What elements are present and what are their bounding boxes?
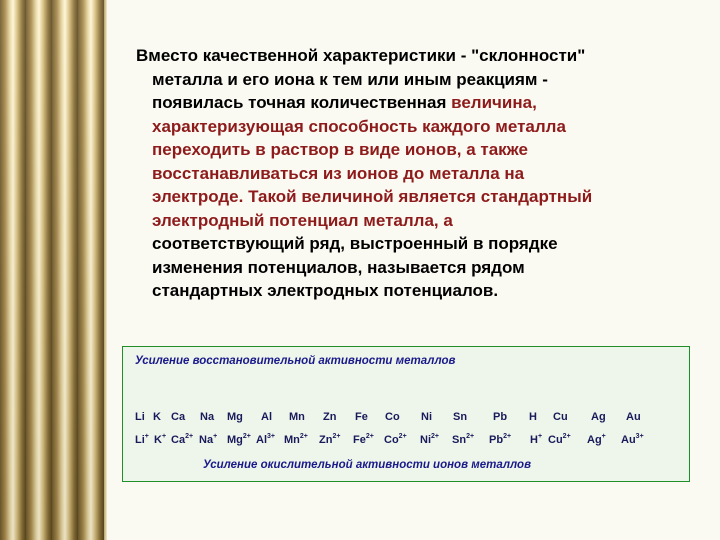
ion-charge: 3+ <box>635 433 644 440</box>
metal-ag: Ag <box>591 411 606 423</box>
paragraph-highlight: переходить в раствор в виде ионов, а также <box>152 140 528 159</box>
paragraph-text: соответствующий ряд, выстроенный в порядке <box>152 234 558 253</box>
ion-charge: + <box>537 433 543 440</box>
metal-sn: Sn <box>453 411 468 423</box>
ion-zn: $Zn^{2+}$ <box>319 433 341 446</box>
ion-mn: $Mn^{2+}$ <box>284 433 308 446</box>
paragraph-text: металла и его иона к тем или иным реакциям - <box>152 69 548 89</box>
paragraph-highlight: восстанавливаться из ионов до металла на <box>152 163 525 183</box>
metal-pb: Pb <box>493 411 508 423</box>
ion-charge: 3+ <box>267 433 275 440</box>
paragraph-highlight: электродный потенциал металла, а <box>152 210 453 230</box>
metal-fe: Fe <box>355 411 368 423</box>
ion-ag: Ag+ <box>587 433 606 446</box>
ion-charge: 2+ <box>398 433 407 440</box>
paragraph-line <box>136 279 686 303</box>
top-caption: Усиление восстановительной активности металлов <box>135 355 456 367</box>
metal-co: Co <box>385 411 400 423</box>
ion-charge: 2+ <box>562 433 571 440</box>
paragraph-line <box>136 68 686 92</box>
paragraph-line <box>136 162 686 186</box>
ion-charge: + <box>213 433 218 440</box>
ion-li: Li+ <box>135 433 149 446</box>
paragraph-highlight: величина, <box>451 93 537 112</box>
frame-edge <box>104 0 107 540</box>
ion-charge: + <box>144 433 149 440</box>
ion-charge: 2+ <box>466 433 475 440</box>
paragraph-line <box>136 138 686 162</box>
paragraph-text: стандартных электродных потенциалов. <box>152 281 499 300</box>
bottom-caption: Усиление окислительной активности ионов металлов <box>203 459 532 471</box>
decorative-frame <box>0 0 104 540</box>
ion-co: $Co^{2+}$ <box>384 433 407 446</box>
metal-ca: Ca <box>171 411 186 423</box>
metal-na: Na <box>200 411 215 423</box>
metal-al: Al <box>261 411 272 423</box>
paragraph-line <box>136 91 686 115</box>
ion-fe: $Fe^{2+}$ <box>353 433 374 446</box>
paragraph-highlight: электроде. Такой величиной является стандартный <box>152 187 593 206</box>
ion-charge: 2+ <box>431 433 439 440</box>
ion-pb: $Pb^{2+}$ <box>489 433 512 446</box>
metal-k: K <box>153 411 161 423</box>
ion-k: K+ <box>154 433 167 446</box>
ion-mg: $Mg^{2+}$ <box>227 433 251 446</box>
paragraph-line <box>136 232 686 256</box>
ion-charge: 2+ <box>365 433 374 440</box>
metal-mn: Mn <box>289 411 305 423</box>
paragraph-text: Вместо качественной характеристики - "склонности" <box>136 46 586 65</box>
metal-mg: Mg <box>227 411 243 423</box>
main-paragraph <box>136 44 686 303</box>
paragraph-line <box>136 44 686 68</box>
paragraph-line <box>136 209 686 233</box>
ion-cu: $Cu^{2+}$ <box>548 433 571 446</box>
metal-au: Au <box>626 411 641 423</box>
ion-charge: 2+ <box>299 433 308 440</box>
ion-au: $Au^{3+}$ <box>621 433 644 446</box>
ion-sn: $Sn^{2+}$ <box>452 433 475 446</box>
ion-charge: 2+ <box>242 433 251 440</box>
paragraph-text: появилась точная количественная <box>152 93 452 112</box>
ion-al: $Al^{3+}$ <box>256 433 275 446</box>
ion-h: H+ <box>530 433 543 446</box>
ion-charge: 2+ <box>185 433 194 440</box>
metal-zn: Zn <box>323 411 337 423</box>
ion-charge: + <box>161 433 167 440</box>
paragraph-highlight: характеризующая способность каждого металла <box>152 116 566 136</box>
paragraph-line <box>136 115 686 139</box>
metal-cu: Cu <box>553 411 568 423</box>
paragraph-line <box>136 185 686 209</box>
ion-charge: 2+ <box>332 433 341 440</box>
electrochemical-series-box <box>122 346 690 482</box>
paragraph-text: изменения потенциалов, называется рядом <box>152 257 525 277</box>
ion-charge: + <box>601 433 606 440</box>
metal-h: H <box>529 411 537 423</box>
ion-charge: 2+ <box>503 433 512 440</box>
metal-li: Li <box>135 411 145 423</box>
ion-ni: $Ni^{2+}$ <box>420 433 439 446</box>
ion-na: Na+ <box>199 433 218 446</box>
paragraph-line <box>136 256 686 280</box>
ion-ca: $Ca^{2+}$ <box>171 433 194 446</box>
metal-ni: Ni <box>421 411 432 423</box>
